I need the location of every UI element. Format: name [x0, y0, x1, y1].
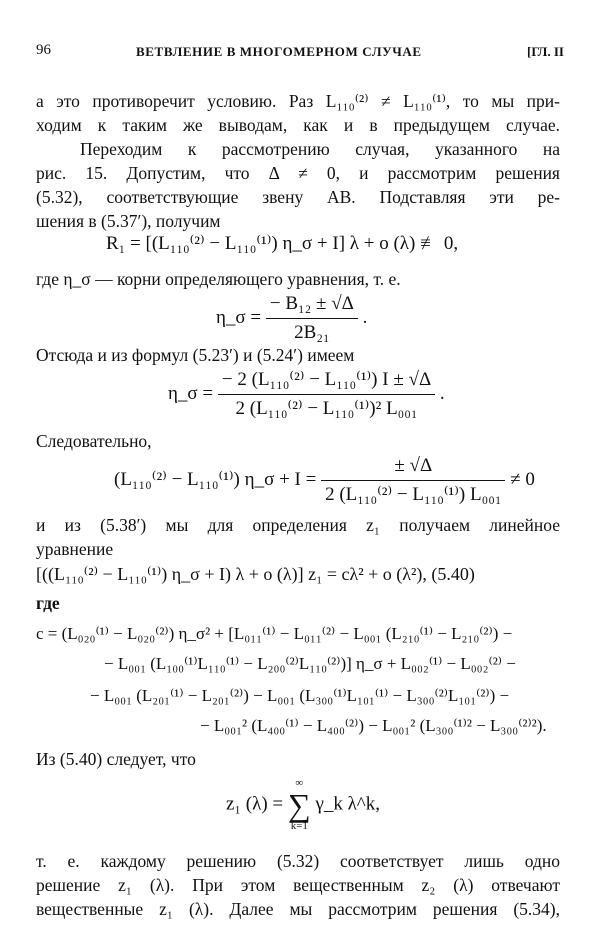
- fraction: [321, 454, 505, 507]
- denominator: 2B₂₁: [294, 322, 330, 343]
- equation-series-lhs: z₁ (λ) =: [226, 793, 284, 815]
- equation-eta-1: η_σ = $\frac{\text{− B₁₂ ± √Δ}}{\text{2B₂₁}}$ .: [216, 293, 368, 343]
- denominator: 2 (L₁₁₀⁽²⁾ − L₁₁₀⁽¹⁾)² L₀₀₁: [235, 398, 418, 419]
- text-line-12: где: [36, 593, 60, 613]
- equation-c-line-3: − L₀₀₁ (L₂₀₁⁽¹⁾ − L₂₀₁⁽²⁾) − L₀₀₁ (L₃₀₀⁽¹⁾L₁₀₁⁽¹⁾ − L₃₀₀⁽²⁾L₁₀₁⁽²⁾) −: [90, 686, 510, 705]
- text-line-10: и из (5.38′) мы для определения z₁ получаем линейное: [36, 515, 560, 535]
- denominator: 2 (L₁₁₀⁽²⁾ − L₁₁₀⁽¹⁾) L₀₀₁: [325, 484, 502, 505]
- sum-lower-limit: k=1: [290, 820, 308, 832]
- text-line-8: Отсюда и из формул (5.23′) и (5.24′) имеем: [36, 345, 355, 365]
- equation-c-line-2: − L₀₀₁ (L₁₀₀⁽¹⁾L₁₁₀⁽¹⁾ − L₂₀₀⁽²⁾L₁₁₀⁽²⁾)] η_σ + L₀₀₂⁽¹⁾ − L₀₀₂⁽²⁾ −: [104, 654, 516, 673]
- equation-r1: R₁ = [(L₁₁₀⁽²⁾ − L₁₁₀⁽¹⁾) η_σ + I] λ + o (λ) ≢ 0,: [106, 233, 459, 254]
- equation-linear: [114, 454, 535, 507]
- equation-eta-2-lhs: η_σ =: [168, 382, 214, 404]
- equation-eta-1-lhs: η_σ =: [216, 306, 262, 328]
- text-line-7: где η_σ — корни определяющего уравнения, т. е.: [36, 269, 401, 289]
- text-line-2: ходим к таким же выводам, как и в предыдущем случае.: [36, 115, 560, 135]
- text-line-14: т. е. каждому решению (5.32) соответствует лишь одно: [36, 851, 560, 871]
- text-line-15: решение z₁ (λ). При этом вещественным z₂ (λ) отвечают: [36, 875, 560, 895]
- sigma-glyph: ∑: [287, 787, 311, 823]
- text-line-11: уравнение: [36, 539, 114, 559]
- text-line-4: рис. 15. Допустим, что Δ ≠ 0, и рассмотрим решения: [36, 163, 560, 183]
- fraction: [218, 368, 435, 421]
- text-line-3: Переходим к рассмотрению случая, указанного на: [80, 139, 560, 159]
- text-line-6: шения в (5.37′), получим: [36, 211, 221, 231]
- page-header: [36, 42, 564, 64]
- equation-linear-lhs: (L₁₁₀⁽²⁾ − L₁₁₀⁽¹⁾) η_σ + I =: [114, 468, 317, 490]
- chapter-label: [ГЛ. II: [527, 44, 564, 59]
- running-title: ВЕТВЛЕНИЕ В МНОГОМЕРНОМ СЛУЧАЕ: [136, 44, 422, 59]
- equation-eta-2: η_σ = $\frac{\text{− 2 (L₁₁₀⁽²⁾ − L₁₁₀⁽¹⁾) I ± √Δ}}{\text{2 (L₁₁₀⁽²⁾ − L₁₁₀⁽¹⁾)² L₀₀₁}}$ .: [168, 369, 445, 419]
- page-number: 96: [36, 42, 51, 58]
- equation-5-40: [((L₁₁₀⁽²⁾ − L₁₁₀⁽¹⁾) η_σ + I) λ + o (λ)] z₁ = cλ² + o (λ²), (5.40): [36, 564, 475, 584]
- equation-c-line-4: − L₀₀₁² (L₄₀₀⁽¹⁾ − L₄₀₀⁽²⁾) − L₀₀₁² (L₃₀₀⁽¹⁾² − L₃₀₀⁽²⁾²).: [200, 716, 547, 735]
- equation-series: [226, 778, 380, 832]
- equation-linear-rhs: ≠ 0: [510, 468, 535, 490]
- text-line-5: (5.32), соответствующие звену AB. Подставляя эти ре-: [36, 187, 560, 207]
- text-line-13: Из (5.40) следует, что: [36, 749, 196, 769]
- text-line-9: Следовательно,: [36, 431, 152, 451]
- numerator: − 2 (L₁₁₀⁽²⁾ − L₁₁₀⁽¹⁾) I ± √Δ: [218, 368, 435, 395]
- numerator: ± √Δ: [321, 454, 505, 481]
- equation-series-rhs: γ_k λ^k,: [315, 793, 380, 815]
- sum-symbol: [288, 778, 311, 832]
- text-line-16: вещественные z₁ (λ). Далее мы рассмотрим решения (5.34),: [36, 899, 560, 919]
- numerator: − B₁₂ ± √Δ: [266, 292, 358, 319]
- equation-c-line-1: c = (L₀₂₀⁽¹⁾ − L₀₂₀⁽²⁾) η_σ² + [L₀₁₁⁽¹⁾ − L₀₁₁⁽²⁾ − L₀₀₁ (L₂₁₀⁽¹⁾ − L₂₁₀⁽²⁾) −: [36, 624, 513, 643]
- fraction: [266, 292, 358, 345]
- text-line-1: а это противоречит условию. Раз L₁₁₀⁽²⁾ ≠ L₁₁₀⁽¹⁾, то мы при-: [36, 91, 560, 111]
- sum-upper-limit: ∞: [295, 777, 304, 789]
